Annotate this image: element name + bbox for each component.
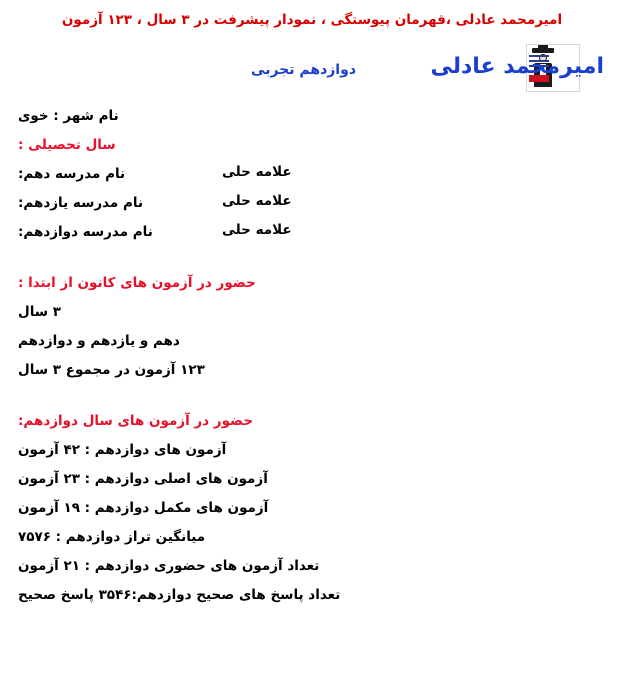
row-attendance-total [0,354,624,383]
row-city [0,100,624,129]
city-label: نام شهر : خوی [18,108,119,124]
school11-value: علامه حلی [222,193,292,209]
row-attendance-grades [0,325,624,354]
twelfth-title: حضور در آزمون های سال دوازدهم: [18,413,254,429]
student-name: امیرمحمد عادلی [430,54,604,79]
school11-label: نام مدرسه یازدهم: [18,195,144,211]
row-school-11 [0,187,624,216]
row-twelfth-average-taraz [0,521,624,550]
row-attendance-years [0,296,624,325]
school12-label: نام مدرسه دوازدهم: [18,224,153,240]
row-twelfth-correct-answers [0,579,624,608]
page-headline: امیرمحمد عادلی ،قهرمان پیوستگی ، نمودار پیشرفت در ۳ سال ، ۱۲۳ آزمون [61,12,563,28]
row-twelfth-exams-main [0,463,624,492]
twelfth-in-person-exams: تعداد آزمون های حضوری دوازدهم : ۲۱ آزمون [18,558,320,574]
section-spacer [0,245,624,267]
section-spacer [0,383,624,405]
student-grade: دوازدهم تجربی [251,62,356,78]
row-academic-year [0,129,624,158]
school10-value: علامه حلی [222,164,292,180]
row-twelfth-exams-supplementary [0,492,624,521]
attendance-title: حضور در آزمون های کانون از ابتدا : [18,275,256,291]
attendance-grades: دهم و یازدهم و دوازدهم [18,333,180,349]
row-school-12 [0,216,624,245]
school10-label: نام مدرسه دهم: [18,166,126,182]
row-twelfth-title [0,405,624,434]
attendance-years: ۳ سال [18,304,62,320]
row-twelfth-exams-total [0,434,624,463]
school12-value: علامه حلی [222,222,292,238]
row-school-10 [0,158,624,187]
row-twelfth-in-person [0,550,624,579]
logo-hat-brim [532,48,554,53]
twelfth-exams-total: آزمون های دوازدهم : ۴۲ آزمون [18,442,227,458]
academic-year-label: سال تحصیلی : [18,137,116,153]
twelfth-exams-supplementary: آزمون های مکمل دوازدهم : ۱۹ آزمون [18,500,269,516]
attendance-total-exams: ۱۲۳ آزمون در مجموع ۳ سال [18,362,205,378]
row-attendance-title [0,267,624,296]
twelfth-correct-answers: تعداد پاسخ های صحیح دوازدهم:۳۵۴۶ پاسخ صحیح [18,587,341,603]
twelfth-average-taraz: میانگین تراز دوازدهم : ۷۵۷۶ [18,529,206,545]
twelfth-exams-main: آزمون های اصلی دوازدهم : ۲۳ آزمون [18,471,268,487]
content-lines [0,100,624,608]
